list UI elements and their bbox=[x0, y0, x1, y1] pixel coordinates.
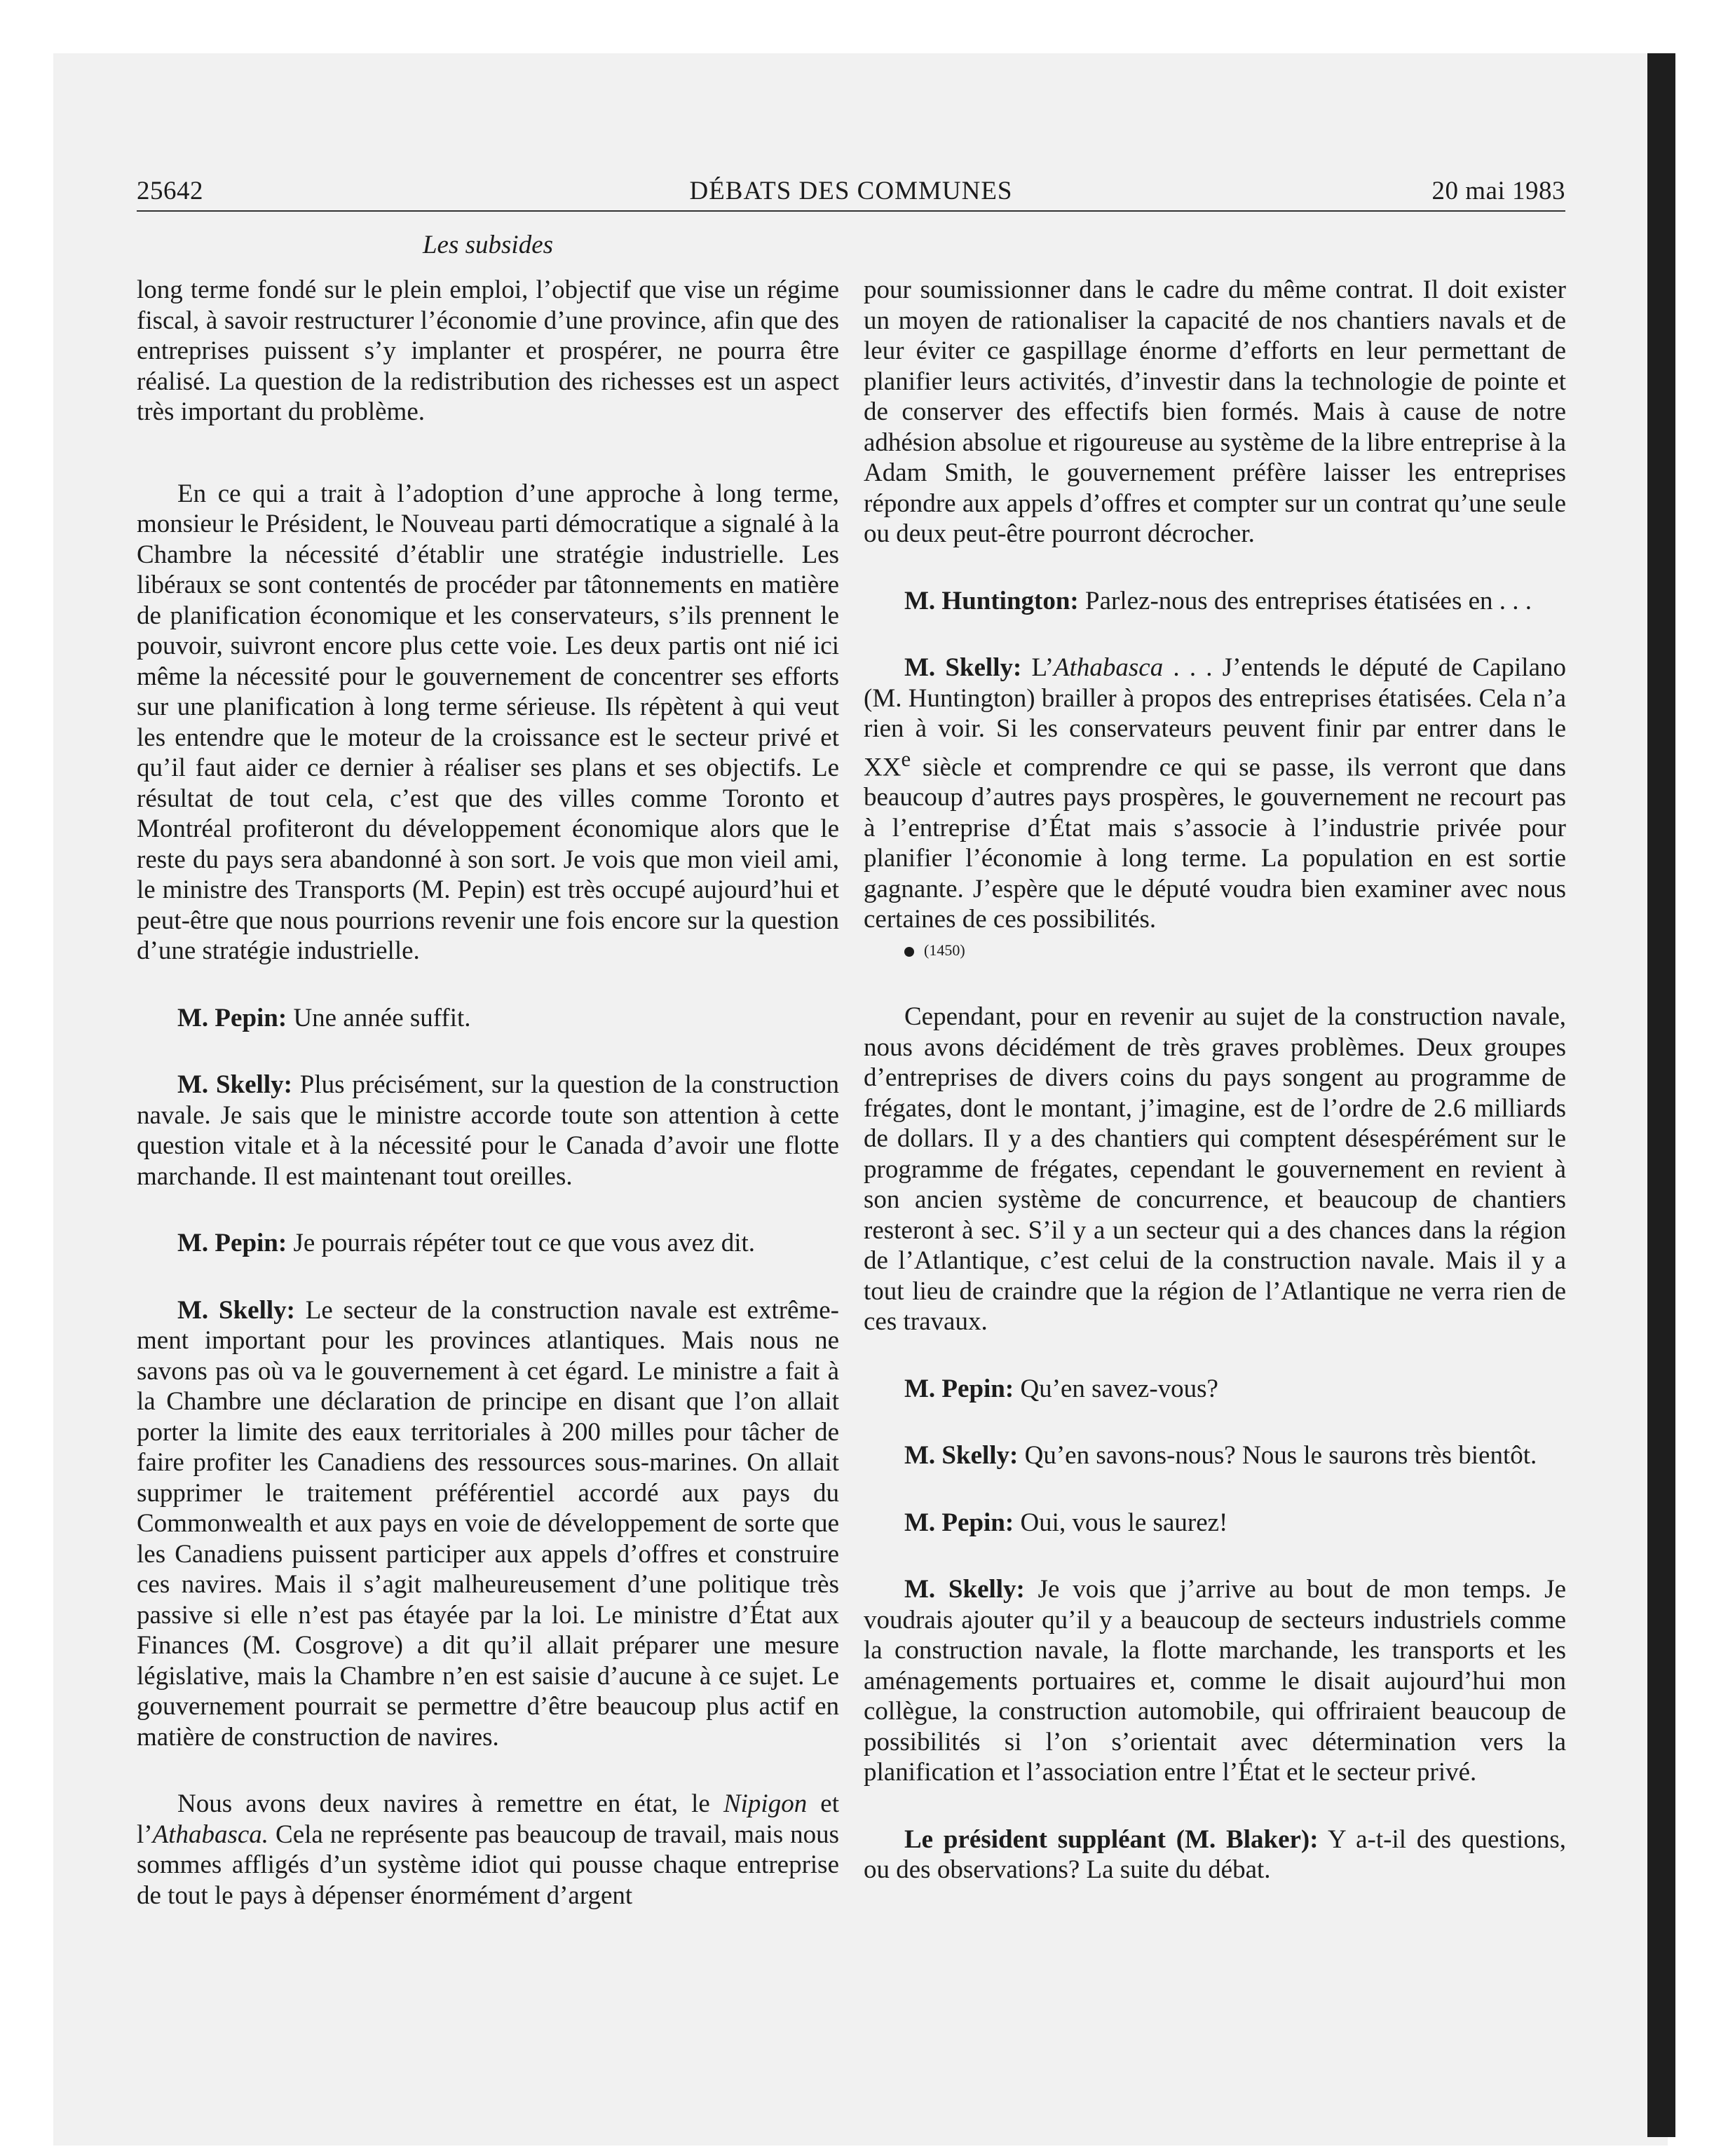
ship-name: Athabasca bbox=[1054, 653, 1164, 682]
speaker-name: M. Skelly: bbox=[904, 1575, 1025, 1604]
speech-paragraph bbox=[864, 1374, 1566, 1405]
ship-name: Nipigon bbox=[723, 1789, 808, 1818]
paragraph: Cependant, pour en revenir au sujet de la construction navale, nous avons décidément de très graves problèmes. Deux groupes d’entreprises de divers coins du pays songent au programme de frégates, dont le montant, j’imagine, est de l’ordre de 2.6 milliards de dollars. Il y a des chantiers qui comptent désespérément sur le programme de frégates, cependant le gouvernement en revient à son ancien système de concurrence, et beaucoup de chantiers resteront à sec. S’il y a un secteur qui a des chances dans la région de l’Atlantique, c’est celui de la construction navale. Mais il y a tout lieu de craindre que la région de l’Atlantique ne verra rien de ces travaux. bbox=[864, 1002, 1566, 1337]
speaker-name: M. Pepin: bbox=[904, 1508, 1014, 1537]
speech-text: Je pourrais répéter tout ce que vous avez dit. bbox=[287, 1229, 756, 1257]
text-run: et l’ bbox=[137, 1789, 839, 1849]
speaker-name: M. Skelly: bbox=[904, 653, 1022, 682]
speech-paragraph bbox=[864, 1508, 1566, 1538]
text-run: L’ bbox=[1021, 653, 1054, 682]
publication-title: DÉBATS DES COMMUNES bbox=[689, 177, 1013, 205]
speaker-name: M. Skelly: bbox=[177, 1295, 295, 1325]
speech-paragraph bbox=[864, 1824, 1566, 1885]
time-stamp: (1450) bbox=[924, 941, 965, 959]
speech-text: Une année suffit. bbox=[287, 1003, 471, 1032]
paragraph: En ce qui a trait à l’adoption d’une approche à long terme, monsieur le Président, le Nouveau parti démocratique a signalé à la Chambre la nécessité d’établir une stratégie industrielle. Les libéraux se sont contentés de procéder par tâtonnements en matière de planification économique et les conservateurs, s’ils prennent le pouvoir, suivront encore plus cette voie. Les deux partis ont nié ici même la nécessité pour le gouvernement de concentrer ses efforts sur une planification à long terme sérieuse. Ils répètent à qui veut les entendre que le moteur de la croissance est le secteur privé et qu’il faut aider ce dernier à réaliser ses plans et ses objectifs. Le résultat de tout cela, c’est que des villes comme Toronto et Montréal profiteront du développement économique alors que le reste du pays sera abandonné à son sort. Je vois que mon vieil ami, le ministre des Transports (M. Pepin) est très occupé aujourd’hui et peut-être que nous pourrions revenir une fois encore sur la question d’une stratégie industrielle. bbox=[137, 479, 839, 965]
paragraph: pour soumissionner dans le cadre du même contrat. Il doit exister un moyen de rationaliser la capacité de nos chantiers navals et de leur éviter ce gaspillage énorme d’efforts en leur permettant de planifier leurs activités, d’investir dans la technologie de pointe et de conserver des effectifs bien formés. Mais à cause de notre adhésion absolue et rigoureuse au système de la libre entreprise à la Adam Smith, le gouvernement préfère laisser les entreprises répondre aux appels d’offres et compter sur un contrat qu’une seule ou deux peut-être pourront décrocher. bbox=[864, 275, 1566, 548]
page-date: 20 mai 1983 bbox=[1431, 177, 1565, 205]
speaker-name: M. Pepin: bbox=[177, 1003, 287, 1032]
speech-text: Oui, vous le saurez! bbox=[1014, 1508, 1228, 1537]
text-run: . . . J’entends le député de Capilano (M. Huntington) brailler à propos des entreprises étatisées. Cela n’a rien à voir. Si les conservateurs peuvent finir par entrer dans le XX bbox=[864, 653, 1566, 782]
speech-paragraph bbox=[137, 1228, 839, 1259]
text-run: Nous avons deux navires à remettre en état, le bbox=[177, 1789, 723, 1818]
speaker-name: M. Skelly: bbox=[904, 1441, 1019, 1471]
speaker-name: M. Pepin: bbox=[904, 1374, 1014, 1403]
speech-paragraph bbox=[137, 1295, 839, 1753]
paragraph: long terme fondé sur le plein emploi, l’objectif que vise un régime fiscal, à savoir restructurer l’économie d’une province, afin que des entreprises puissent s’y implanter et prospérer, ne pourra être réalisé. La question de la redistribution des richesses est un aspect très important du problème. bbox=[137, 275, 839, 426]
speaker-name: M. Skelly: bbox=[177, 1070, 292, 1099]
time-marker bbox=[864, 935, 1566, 966]
scan-edge-bar bbox=[1647, 53, 1675, 2137]
speech-paragraph bbox=[864, 653, 1566, 935]
speech-text: Qu’en savons-nous? Nous le saurons très bientôt. bbox=[1018, 1441, 1537, 1471]
speech-text: Qu’en savez-vous? bbox=[1014, 1374, 1218, 1403]
bullet-dot-icon bbox=[904, 947, 914, 957]
section-title: Les subsides bbox=[422, 231, 554, 259]
speech-text: Je vois que j’arrive au bout de mon temps. Je voudrais ajouter qu’il y a beaucoup de secteurs industriels comme la construction navale, la flotte marchande, les transports et les aménagements portuaires et, comme le disait aujourd’hui mon collègue, la construction automobile, qui offriraient beaucoup de possibilités si l’on s’orientait avec détermination vers la planification et l’association entre l’État et le secteur privé. bbox=[864, 1575, 1566, 1787]
left-column bbox=[137, 275, 839, 1911]
speaker-name: M. Huntington: bbox=[904, 586, 1079, 615]
speech-text: Plus précisément, sur la question de la construction navale. Je sais que le ministre accorde toute son attention à cette question vitale et à la nécessité pour le Canada d’avoir une flotte marchande. Il est maintenant tout oreilles. bbox=[137, 1070, 839, 1191]
speech-paragraph bbox=[864, 586, 1566, 617]
page-number: 25642 bbox=[137, 177, 203, 205]
speech-paragraph bbox=[137, 1003, 839, 1034]
speech-text: Le secteur de la construction navale est extrêmement important pour les provinces atlantiques. Mais nous ne savons pas où va le gouvernement à cet égard. Le ministre a fait à la Chambre une déclaration de principe en disant que l’on allait porter la limite des eaux territoriales à 200 milles pour tâcher de faire profiter les Canadiens des ressources sous-marines. On allait supprimer le traitement préférentiel accordé aux pays du Commonwealth et aux pays en voie de développement de sorte que les Canadiens puissent participer aux appels d’offres et construire ces navires. Mais il s’agit malheureusement d’une politique très passive si elle n’est pas étayée par la loi. Le ministre d’État aux Finances (M. Cosgrove) a dit qu’il allait préparer une mesure législative, mais la Chambre n’en est saisie d’aucune à ce sujet. Le gouvernement pourrait se permettre d’être beaucoup plus actif en matière de construction de navires. bbox=[137, 1295, 839, 1752]
right-column bbox=[864, 275, 1566, 1885]
paragraph bbox=[137, 1789, 839, 1911]
ship-name: Athabasca. bbox=[152, 1820, 269, 1849]
speaker-name: Le président suppléant (M. Blaker): bbox=[904, 1824, 1319, 1854]
speech-paragraph bbox=[137, 1070, 839, 1192]
speaker-name: M. Pepin: bbox=[177, 1229, 287, 1257]
text-run: siècle et comprendre ce qui se passe, ils verront que dans beaucoup d’autres pays prospères, le gouvernement ne recourt pas à l’entreprise d’État mais s’associe à l’industrie privée pour planifier l’économie à long terme. La population en est sortie gagnante. J’espère que le député voudra bien examiner avec nous certaines de ces possibilités. bbox=[864, 752, 1566, 934]
superscript: e bbox=[901, 746, 911, 771]
speech-text: Y a-t-il des questions, ou des observations? La suite du débat. bbox=[864, 1824, 1566, 1885]
speech-text: Parlez-nous des entreprises étatisées en . . . bbox=[1078, 586, 1532, 615]
running-header bbox=[137, 175, 1565, 212]
speech-paragraph bbox=[864, 1440, 1566, 1471]
speech-paragraph bbox=[864, 1574, 1566, 1788]
text-run: Cela ne représente pas beaucoup de travail, mais nous sommes affligés d’un système idiot qui pousse chaque entreprise de tout le pays à dépenser énormément d’argent bbox=[137, 1820, 839, 1910]
